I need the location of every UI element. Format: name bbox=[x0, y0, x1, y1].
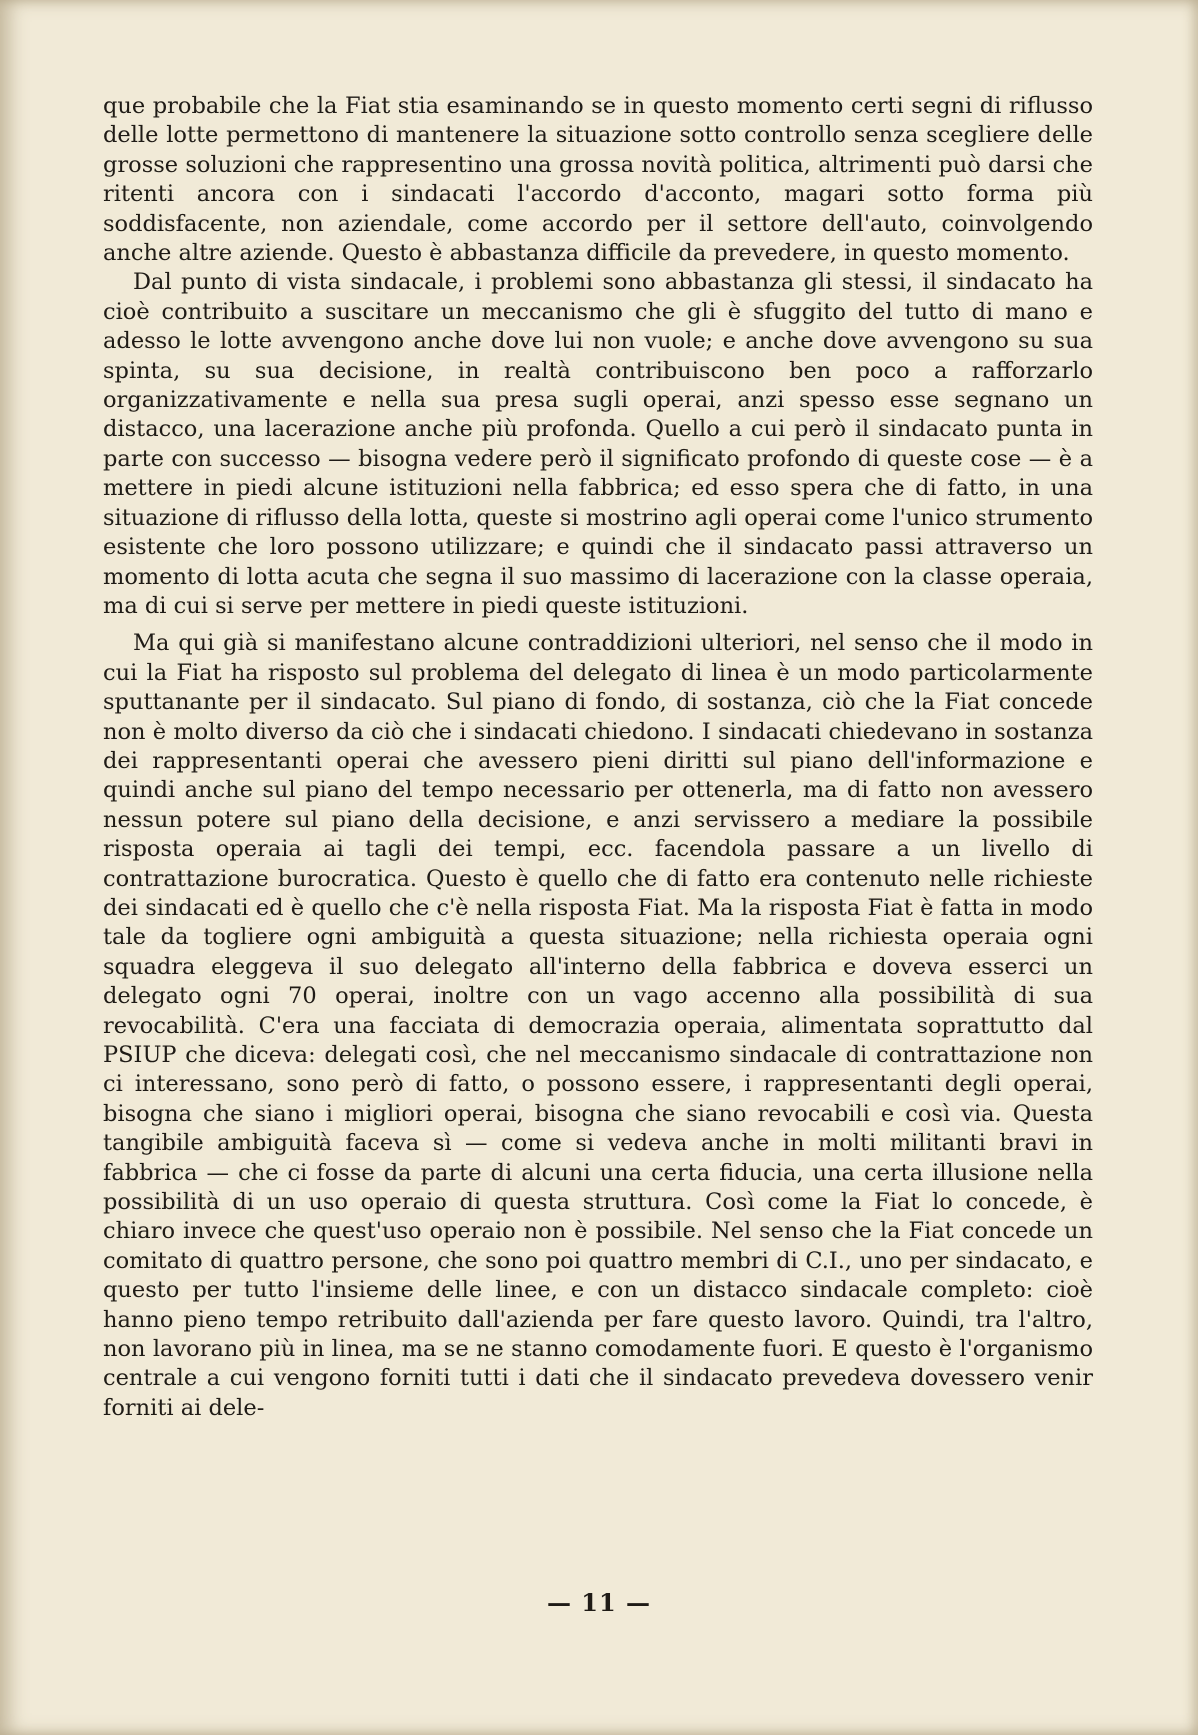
body-text bbox=[103, 92, 1093, 1423]
paragraph-1: que probabile che la Fiat stia esaminando se in questo momento certi segni di riflusso delle lotte permettono di mantenere la situazione sotto controllo senza scegliere delle grosse soluzioni che rappresentino una grossa novità politica, altrimenti può darsi che ritenti ancora con i sindacati l'accordo d'acconto, magari sotto forma più soddisfacente, non aziendale, come accordo per il settore dell'auto, coinvolgendo anche altre aziende. Questo è abbastanza difficile da prevedere, in questo momento. bbox=[103, 93, 1093, 267]
paragraph-2: Dal punto di vista sindacale, i problemi sono abbastanza gli stessi, il sindacato ha cioè contribuito a suscitare un meccanismo che gli è sfuggito del tutto di mano e adesso le lotte avvengono anche dove lui non vuole; e anche dove avvengono su sua spinta, su sua decisione, in realtà contribuiscono ben poco a rafforzarlo organizzativamente e nella sua presa sugli operai, anzi spesso esse segnano un distacco, una lacerazione anche più profonda. Quello a cui però il sindacato punta in parte con successo — bisogna vedere però il significato profondo di queste cose — è a mettere in piedi alcune istituzioni nella fabbrica; ed esso spera che di fatto, in una situazione di riflusso della lotta, queste si mostrino agli operai come l'unico strumento esistente che loro possono utilizzare; e quindi che il sindacato passi attraverso un momento di lotta acuta che segna il suo massimo di lacerazione con la classe operaia, ma di cui si serve per mettere in piedi queste istituzioni. bbox=[103, 269, 1093, 619]
paragraph-3: Ma qui già si manifestano alcune contraddizioni ulteriori, nel senso che il modo in cui la Fiat ha risposto sul problema del delegato di linea è un modo particolarmente sputtanante per il sindacato. Sul piano di fondo, di sostanza, ciò che la Fiat concede non è molto diverso da ciò che i sindacati chiedono. I sindacati chiedevano in sostanza dei rappresentanti operai che avessero pieni diritti sul piano dell'informazione e quindi anche sul piano del tempo necessario per ottenerla, ma di fatto non avessero nessun potere sul piano della decisione, e anzi servissero a mediare la possibile risposta operaia ai tagli dei tempi, ecc. facendola passare a un livello di contrattazione burocratica. Questo è quello che di fatto era contenuto nelle richieste dei sindacati ed è quello che c'è nella risposta Fiat. Ma la risposta Fiat è fatta in modo tale da togliere ogni ambiguità a questa situazione; nella richiesta operaia ogni squadra eleggeva il suo delegato all'interno della fabbrica e doveva esserci un delegato ogni 70 operai, inoltre con un vago accenno alla possibilità di sua revocabilità. C'era una facciata di democrazia operaia, alimentata soprattutto dal PSIUP che diceva: delegati così, che nel meccanismo sindacale di contrattazione non ci interessano, sono però di fatto, o possono essere, i rappresentanti degli operai, bisogna che siano i migliori operai, bisogna che siano revocabili e così via. Questa tangibile ambiguità faceva sì — come si vedeva anche in molti militanti bravi in fabbrica — che ci fosse da parte di alcuni una certa fiducia, una certa illusione nella possibilità di un uso operaio di questa struttura. Così come la Fiat lo concede, è chiaro invece che quest'uso operaio non è possibile. Nel senso che la Fiat concede un comitato di quattro persone, che sono poi quattro membri di C.I., uno per sindacato, e questo per tutto l'insieme delle linee, e con un distacco sindacale completo: cioè hanno pieno tempo retribuito dall'azienda per fare questo lavoro. Quindi, tra l'altro, non lavorano più in linea, ma se ne stanno comodamente fuori. E questo è l'organismo centrale a cui vengono forniti tutti i dati che il sindacato prevedeva dovessero venir forniti ai dele- bbox=[103, 630, 1093, 1421]
page-number: — 11 — bbox=[546, 1588, 652, 1617]
